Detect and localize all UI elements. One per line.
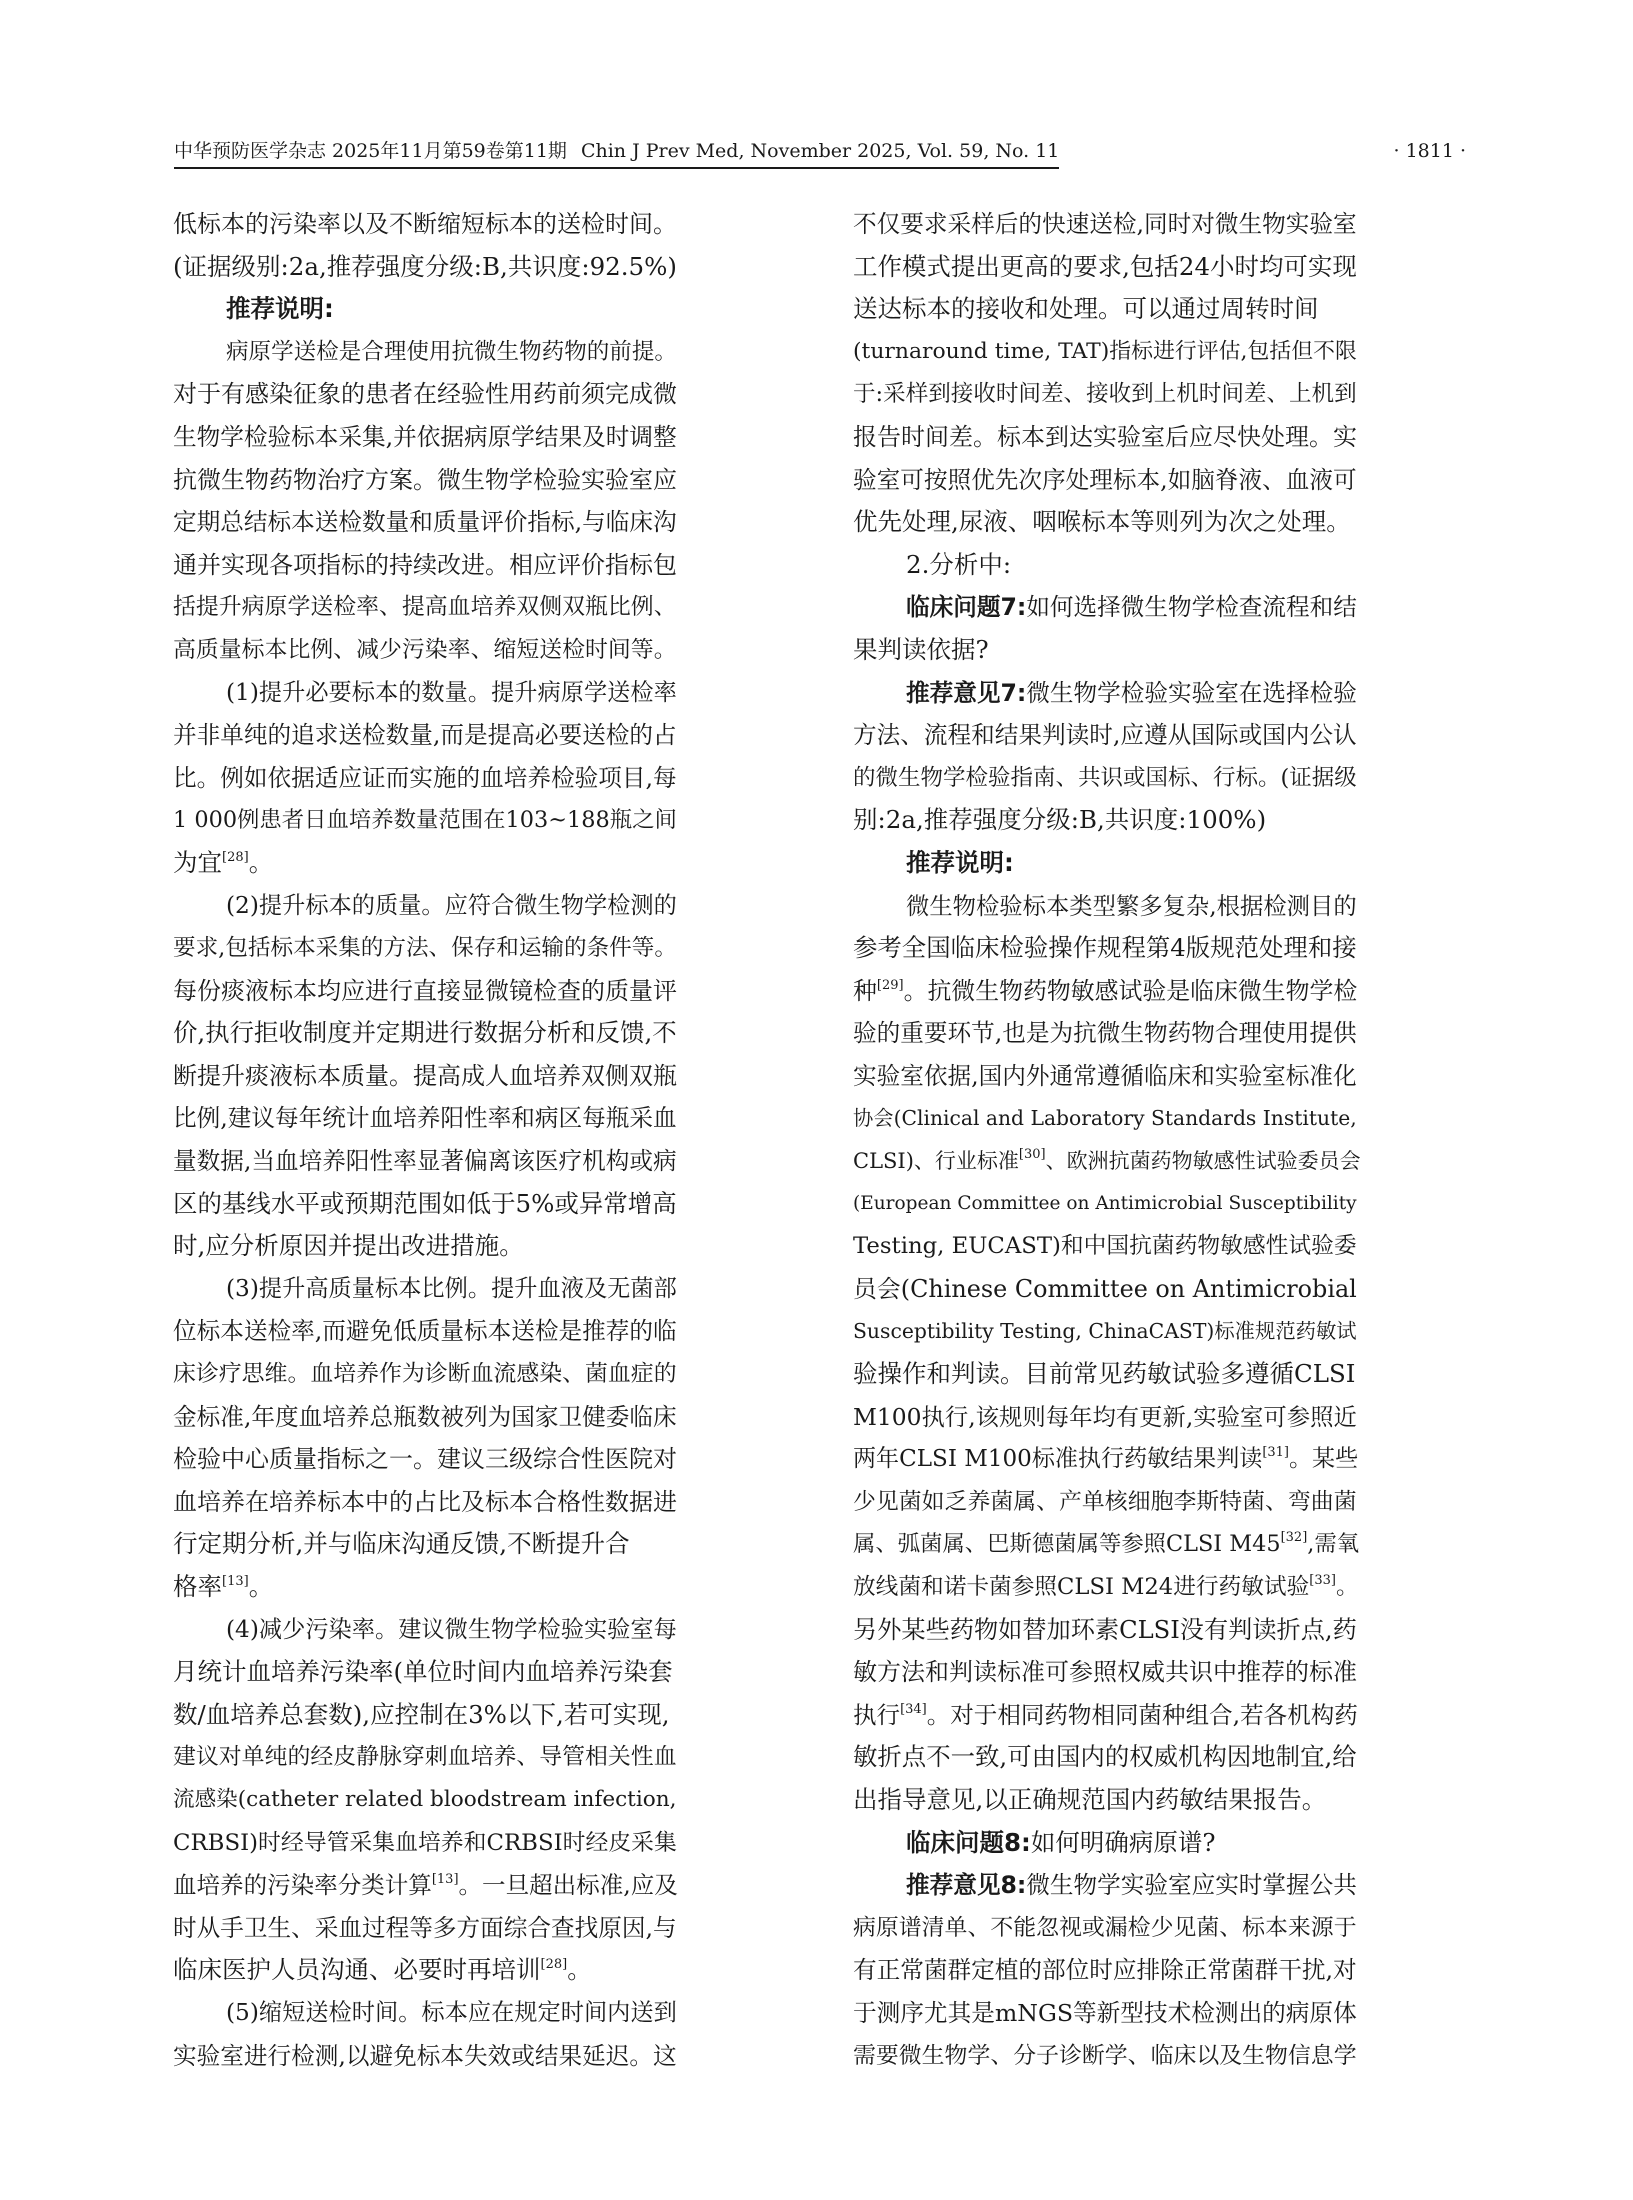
line-text: 微生物学检验实验室在选择检验 <box>1026 678 1357 707</box>
text-line <box>853 288 1357 331</box>
line-text: 并非单纯的追求送检数量,而是提高必要送检的占 <box>173 721 677 750</box>
line-text: 。抗微生物药物敏感试验是临床微生物学检 <box>903 976 1358 1005</box>
text-line <box>173 799 677 842</box>
text-line <box>173 586 677 629</box>
text-line <box>853 1907 1357 1950</box>
line-text: 时从手卫生、采血过程等多方面综合查找原因,与 <box>173 1913 677 1942</box>
line-text: 少见菌如乏养菌属、产单核细胞李斯特菌、弯曲菌 <box>853 1488 1357 1515</box>
line-text: 不仅要求采样后的快速送检,同时对微生物实验室 <box>853 210 1357 238</box>
line-text: Testing, EUCAST)和中国抗菌药物敏感性试验委 <box>853 1233 1357 1260</box>
text-line <box>853 1566 1357 1609</box>
line-text: 检验中心质量指标之一。建议三级综合性医院对 <box>173 1445 677 1474</box>
line-text: 需要微生物学、分子诊断学、临床以及生物信息学 <box>853 2042 1357 2069</box>
line-text: CRBSI)时经导管采集血培养和CRBSI时经皮采集 <box>173 1829 677 1856</box>
line-text: 括提升病原学送检率、提高血培养双侧双瓶比例、 <box>173 594 677 621</box>
line-text: 如何选择微生物学检查流程和结 <box>1026 593 1357 622</box>
line-text: 时,应分析原因并提出改进措施。 <box>173 1231 524 1261</box>
line-text: 月统计血培养污染率(单位时间内血培养污染套 <box>173 1657 673 1687</box>
line-text: 别:2a,推荐强度分级:B,共识度:100%) <box>853 805 1267 835</box>
left-column <box>173 203 677 2077</box>
line-text: 工作模式提出更高的要求,包括24小时均可实现 <box>853 251 1357 281</box>
text-line <box>853 586 1357 629</box>
line-text: 。 <box>567 1955 592 1985</box>
line-text: (4)减少污染率。建议微生物学检验实验室每 <box>226 1615 677 1643</box>
citation-ref[interactable]: [28] <box>222 849 249 865</box>
line-text: 。某些 <box>1289 1446 1359 1473</box>
text-line <box>853 1481 1357 1524</box>
line-text: 抗微生物药物治疗方案。微生物学检验实验室应 <box>173 465 677 494</box>
bold-label: 推荐意见7: <box>906 678 1027 707</box>
text-line <box>853 1438 1357 1481</box>
line-text: 优先处理,尿液、咽喉标本等则列为次之处理。 <box>853 507 1351 537</box>
text-line <box>173 1651 677 1694</box>
text-line <box>853 331 1357 374</box>
citation-ref[interactable]: [33] <box>1309 1573 1336 1588</box>
text-line <box>853 927 1357 970</box>
line-text: 血培养在培养标本中的占比及标本合格性数据进 <box>173 1487 677 1516</box>
text-line <box>173 629 677 672</box>
line-text: 行定期分析,并与临床沟通反馈,不断提升合 <box>173 1529 630 1559</box>
line-text: 。一旦超出标准,应及 <box>458 1871 678 1900</box>
text-line <box>853 970 1357 1013</box>
line-text: (1)提升必要标本的数量。提升病原学送检率 <box>226 678 677 706</box>
line-text: 区的基线水平或预期范围如低于5%或异常增高 <box>173 1188 677 1218</box>
text-line <box>853 1864 1357 1907</box>
text-line <box>173 1353 677 1396</box>
line-text: (2)提升标本的质量。应符合微生物学检测的 <box>226 891 677 919</box>
text-line <box>853 1140 1361 1183</box>
line-text: 验操作和判读。目前常见药敏试验多遵循CLSI <box>853 1359 1356 1389</box>
line-text: 放线菌和诺卡菌参照CLSI M24进行药敏试验 <box>853 1574 1310 1600</box>
line-text: Susceptibility Testing, ChinaCAST)标准规范药敏试 <box>853 1319 1357 1344</box>
text-line <box>853 1822 1357 1865</box>
text-line <box>173 1183 677 1226</box>
text-line <box>853 416 1357 459</box>
text-line <box>853 1396 1357 1439</box>
text-line <box>173 1822 677 1865</box>
text-line <box>853 1651 1357 1694</box>
line-text: 微生物学实验室应实时掌握公共 <box>1026 1871 1357 1900</box>
line-text: 床诊疗思维。血培养作为诊断血流感染、菌血症的 <box>173 1361 677 1388</box>
bold-label: 临床问题8: <box>906 1827 1031 1857</box>
text-line <box>173 544 677 587</box>
text-line <box>173 1907 677 1950</box>
line-text: 果判读依据? <box>853 634 989 664</box>
journal-title-cn: 中华预防医学杂志 2025年11月第59卷第11期 <box>174 140 567 162</box>
citation-ref[interactable]: [29] <box>876 977 904 993</box>
text-line <box>173 1864 677 1907</box>
text-line <box>853 1694 1357 1737</box>
line-text: M100执行,该规则每年均有更新,实验室可参照近 <box>853 1402 1357 1431</box>
text-line <box>173 1310 677 1353</box>
text-line <box>173 1012 677 1055</box>
line-text: 参考全国临床检验操作规程第4版规范处理和接 <box>853 933 1357 963</box>
text-line <box>853 1183 1357 1226</box>
line-text: 1 000例患者日血培养数量范围在103~188瓶之间 <box>173 807 677 834</box>
line-text: 敏折点不一致,可由国内的权威机构因地制宜,给 <box>853 1742 1357 1772</box>
text-line <box>173 1268 677 1311</box>
text-line <box>173 2035 677 2078</box>
text-line <box>853 1523 1360 1566</box>
line-text: 。对于相同药物相同菌种组合,若各机构药 <box>926 1700 1358 1729</box>
line-text: 实验室依据,国内外通常遵循临床和实验室标准化 <box>853 1061 1357 1090</box>
page-number: · 1811 · <box>1393 140 1466 162</box>
line-text: 高质量标本比例、减少污染率、缩短送检时间等。 <box>173 636 677 663</box>
line-text: 另外某些药物如替加环素CLSI没有判读折点,药 <box>853 1615 1357 1644</box>
journal-title-en: Chin J Prev Med, November 2025, Vol. 59, No. 11 <box>580 140 1060 162</box>
line-text: 。 <box>248 847 274 877</box>
line-text: 验的重要环节,也是为抗微生物药物合理使用提供 <box>853 1019 1357 1048</box>
line-text: 有正常菌群定植的部位时应排除正常菌群干扰,对 <box>853 1956 1357 1985</box>
text-line <box>173 672 677 715</box>
line-text: 格率 <box>173 1572 222 1601</box>
running-header <box>174 138 1474 172</box>
line-text: 员会(Chinese Committee on Antimicrobial <box>853 1274 1357 1303</box>
line-text: 建议对单纯的经皮静脉穿刺血培养、导管相关性血 <box>173 1744 677 1771</box>
text-line <box>853 203 1357 246</box>
text-line <box>853 1609 1357 1652</box>
citation-ref[interactable]: [34] <box>900 1701 927 1717</box>
line-text: 送达标本的接收和处理。可以通过周转时间 <box>853 294 1319 324</box>
citation-ref[interactable]: [13] <box>222 1574 249 1589</box>
line-text: 临床医护人员沟通、必要时再培训 <box>173 1955 541 1985</box>
line-text: 于:采样到接收时间差、接收到上机时间差、上机到 <box>853 381 1357 408</box>
line-text: 数/血培养总套数),应控制在3%以下,若可实现, <box>173 1699 670 1729</box>
text-line <box>853 1353 1357 1396</box>
line-text: 报告时间差。标本到达实验室后应尽快处理。实 <box>853 422 1357 451</box>
line-text: 金标准,年度血培养总瓶数被列为国家卫健委临床 <box>173 1402 677 1431</box>
text-line <box>173 927 677 970</box>
line-text: 断提升痰液标本质量。提高成人血培养双侧双瓶 <box>173 1061 677 1090</box>
line-text: (证据级别:2a,推荐强度分级:B,共识度:92.5%) <box>173 251 677 281</box>
line-text: 通并实现各项指标的持续改进。相应评价指标包 <box>173 550 677 579</box>
line-text: 要求,包括标本采集的方法、保存和运输的条件等。 <box>173 935 677 962</box>
text-line <box>173 1097 677 1140</box>
line-text: 属、弧菌属、巴斯德菌属等参照CLSI M45 <box>853 1531 1281 1558</box>
line-text: 协会(Clinical and Laboratory Standards Institute, <box>853 1106 1357 1131</box>
text-line <box>173 501 677 544</box>
text-line <box>173 1481 677 1524</box>
bold-label: 推荐说明: <box>226 294 334 324</box>
line-text: 2.分析中: <box>906 549 1012 579</box>
text-line <box>173 885 677 928</box>
line-text: 为宜 <box>173 847 222 877</box>
text-line <box>853 1949 1357 1992</box>
text-line <box>853 2035 1357 2078</box>
line-text: 对于有感染征象的患者在经验性用药前须完成微 <box>173 380 677 409</box>
line-text: 血培养的污染率分类计算 <box>173 1871 432 1900</box>
line-text: 生物学检验标本采集,并依据病原学结果及时调整 <box>173 422 677 451</box>
text-line <box>173 1566 677 1609</box>
line-text: 比例,建议每年统计血培养阳性率和病区每瓶采血 <box>173 1104 677 1133</box>
text-line <box>173 1736 677 1779</box>
line-text: 如何明确病原谱? <box>1030 1827 1216 1857</box>
line-text: 低标本的污染率以及不断缩短标本的送检时间。 <box>173 210 677 238</box>
text-line <box>853 544 1357 587</box>
line-text: (turnaround time, TAT)指标进行评估,包括但不限 <box>853 338 1357 364</box>
line-text: 量数据,当血培养阳性率显著偏离该医疗机构或病 <box>173 1147 677 1176</box>
line-text: 病原学送检是合理使用抗微生物药物的前提。 <box>226 338 677 365</box>
line-text: 的微生物学检验指南、共识或国标、行标。(证据级 <box>853 764 1357 791</box>
text-line <box>173 1609 677 1652</box>
text-line <box>173 1055 677 1098</box>
text-line <box>853 1736 1357 1779</box>
text-line <box>173 1694 677 1737</box>
citation-ref[interactable]: [28] <box>540 1957 568 1973</box>
line-text: 比。例如依据适应证而实施的血培养检验项目,每 <box>173 763 677 792</box>
text-line <box>173 1225 677 1268</box>
text-line <box>173 842 677 885</box>
line-text: 于测序尤其是mNGS等新型技术检测出的病原体 <box>853 1998 1357 2027</box>
text-line <box>173 1438 677 1481</box>
text-line <box>853 1268 1357 1311</box>
bold-label: 推荐说明: <box>906 847 1014 877</box>
line-text: 定期总结标本送检数量和质量评价指标,与临床沟 <box>173 508 677 537</box>
text-line <box>173 1992 677 2035</box>
line-text: 实验室进行检测,以避免标本失效或结果延迟。这 <box>173 2041 677 2070</box>
text-line <box>853 373 1357 416</box>
text-line <box>173 1523 677 1566</box>
text-line <box>173 1779 677 1822</box>
text-line <box>173 1140 677 1183</box>
line-text: 。 <box>248 1572 274 1601</box>
line-text: CLSI)、行业标准 <box>853 1149 1019 1174</box>
text-line <box>853 1055 1357 1098</box>
text-line <box>173 714 677 757</box>
text-line <box>853 246 1357 289</box>
right-column <box>853 203 1361 2077</box>
text-line <box>853 672 1357 715</box>
text-line <box>853 459 1357 502</box>
text-line <box>853 501 1357 544</box>
text-line <box>853 714 1357 757</box>
text-line <box>173 1949 677 1992</box>
text-line <box>853 799 1357 842</box>
citation-ref[interactable]: [13] <box>431 1872 459 1888</box>
line-text: 每份痰液标本均应进行直接显微镜检查的质量评 <box>173 976 677 1005</box>
text-line <box>853 885 1357 928</box>
line-text: ,需氧 <box>1307 1531 1360 1558</box>
line-text: 验室可按照优先次序处理标本,如脑脊液、血液可 <box>853 465 1357 494</box>
text-line <box>853 1779 1357 1822</box>
text-line <box>853 1097 1357 1140</box>
text-line <box>173 373 677 416</box>
text-line <box>853 757 1357 800</box>
citation-ref[interactable]: [32] <box>1280 1530 1308 1546</box>
citation-ref[interactable]: [30] <box>1018 1147 1046 1163</box>
text-line <box>173 331 677 374</box>
text-line <box>853 1310 1357 1353</box>
text-line <box>173 970 677 1013</box>
line-text: 。 <box>1335 1574 1359 1600</box>
line-text: 出指导意见,以正确规范国内药敏结果报告。 <box>853 1784 1327 1814</box>
line-text: 敏方法和判读标准可参照权威共识中推荐的标准 <box>853 1658 1357 1687</box>
citation-ref[interactable]: [31] <box>1262 1445 1289 1461</box>
text-line <box>173 1396 677 1439</box>
line-text: 病原谱清单、不能忽视或漏检少见菌、标本来源于 <box>853 1914 1357 1941</box>
journal-citation <box>174 138 1059 169</box>
text-line <box>173 416 677 459</box>
line-text: 位标本送检率,而避免低质量标本送检是推荐的临 <box>173 1317 677 1346</box>
text-line <box>173 459 677 502</box>
line-text: 价,执行拒收制度并定期进行数据分析和反馈,不 <box>173 1018 677 1048</box>
line-text: (3)提升高质量标本比例。提升血液及无菌部 <box>226 1274 677 1302</box>
line-text: 方法、流程和结果判读时,应遵从国际或国内公认 <box>853 721 1357 750</box>
line-text: 流感染(catheter related bloodstream infection, <box>173 1786 677 1812</box>
bold-label: 临床问题7: <box>906 593 1027 622</box>
text-line <box>853 1012 1357 1055</box>
text-line <box>173 246 677 289</box>
text-line <box>853 1225 1357 1268</box>
text-line <box>173 203 677 246</box>
line-text: (European Committee on Antimicrobial Susceptibility <box>853 1192 1357 1214</box>
line-text: 、欧洲抗菌药物敏感性试验委员会 <box>1045 1149 1361 1174</box>
line-text: 执行 <box>853 1700 901 1729</box>
text-line <box>173 757 677 800</box>
line-text: (5)缩短送检时间。标本应在规定时间内送到 <box>226 1998 677 2026</box>
text-line <box>853 629 1357 672</box>
line-text: 微生物检验标本类型繁多复杂,根据检测目的 <box>906 891 1357 920</box>
text-line <box>173 288 677 331</box>
bold-label: 推荐意见8: <box>906 1871 1027 1900</box>
line-text: 两年CLSI M100标准执行药敏结果判读 <box>853 1446 1263 1473</box>
text-line <box>853 842 1357 885</box>
text-line <box>853 1992 1357 2035</box>
line-text: 种 <box>853 976 877 1005</box>
